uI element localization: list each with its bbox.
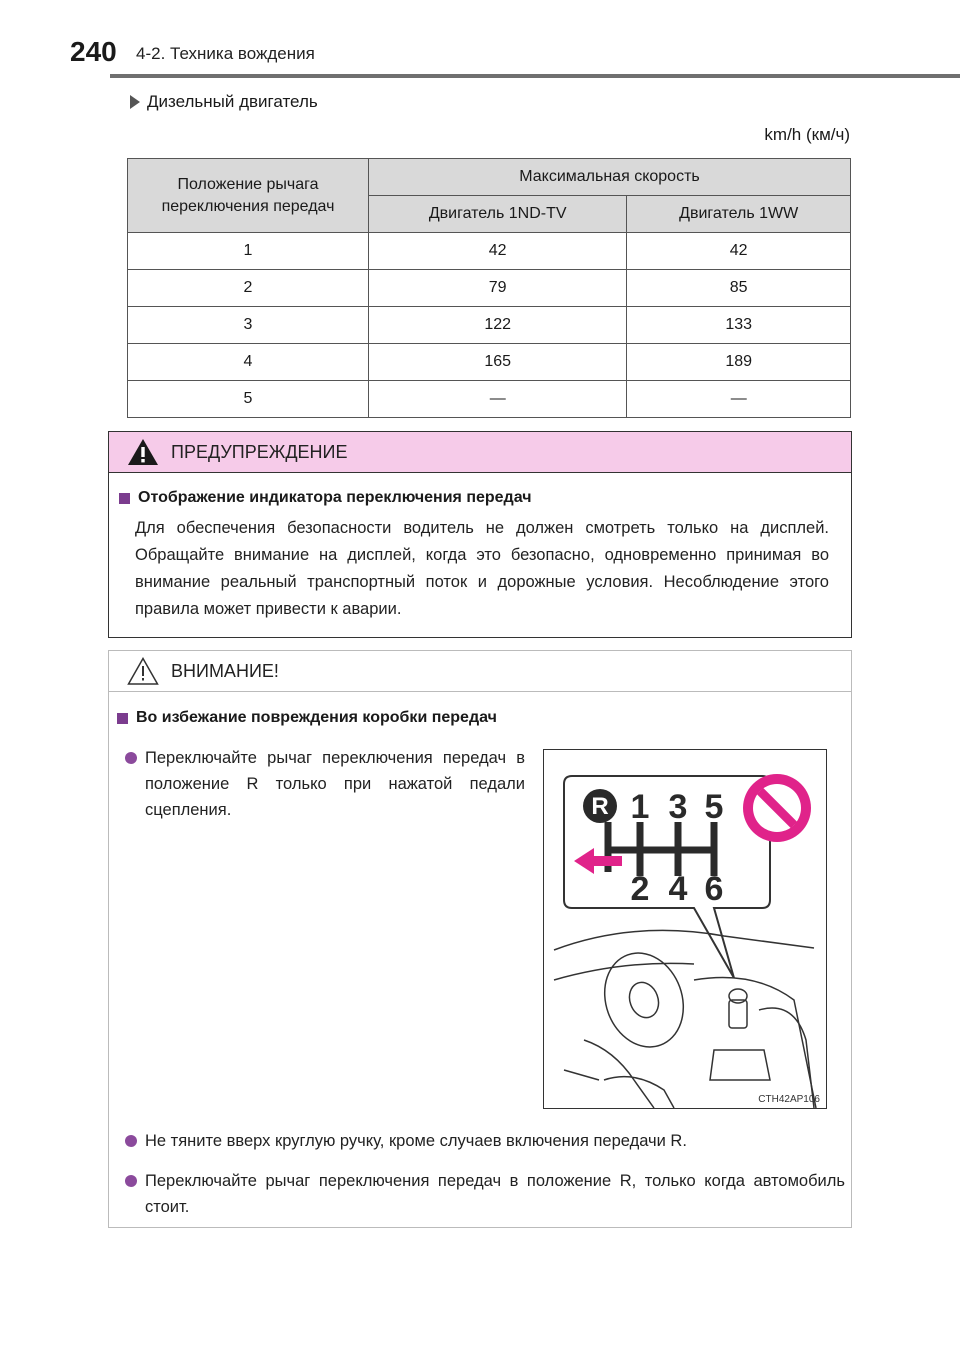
warning-subheading-text: Отображение индикатора переключения передач [138,489,532,506]
warning-header [109,432,851,473]
square-bullet-icon [117,713,128,724]
gear-shift-illustration [543,749,827,1109]
gear-label: 1 [630,788,650,826]
col-max-speed-header: Максимальная скорость [369,159,851,196]
table-cell: 4 [128,344,369,381]
gear-label: 2 [630,870,650,908]
table-cell: 133 [627,307,851,344]
warning-triangle-icon [127,438,159,466]
gear-label: R [591,793,609,820]
table-row [128,381,851,418]
table-cell: 79 [369,270,627,307]
page-number: 240 [70,36,117,67]
round-bullet-icon [125,752,137,764]
table-cell: — [627,381,851,418]
table-row [128,344,851,381]
square-bullet-icon [119,493,130,504]
triangle-bullet-icon [130,95,140,109]
table-cell: 122 [369,307,627,344]
caution-title: ВНИМАНИЕ! [171,660,279,681]
caution-box [108,650,852,1228]
illustration-code: CTH42AP106 [758,1094,820,1105]
section-title: 4-2. Техника вождения [136,44,315,63]
table-cell: — [369,381,627,418]
table-cell: 165 [369,344,627,381]
table-cell: 189 [627,344,851,381]
table-row [128,270,851,307]
units-label: km/h (км/ч) [764,125,850,144]
warning-subheading [119,489,851,507]
engine-title [130,92,318,112]
caution-subheading [117,709,497,727]
engine-title-text: Дизельный двигатель [147,92,318,111]
table-cell: 2 [128,270,369,307]
table-cell: 42 [369,233,627,270]
table-cell: 85 [627,270,851,307]
table-cell: 5 [128,381,369,418]
table-row [128,233,851,270]
col-engine-b-header: Двигатель 1WW [627,196,851,233]
table-cell: 42 [627,233,851,270]
caution-subheading-text: Во избежание повреждения коробки передач [136,709,497,726]
warning-text: Для обеспечения безопасности водитель не должен смотреть только на дисплей. Обращайте внимание на дисплей, когда это безопасно, одновременно принимая во внимание реальный транспортный поток и дорожные условия. Несоблюдение этого правила может привести к аварии. [135,519,829,618]
warning-box [108,431,852,638]
caution-bullet [125,1168,845,1220]
prohibition-icon [743,774,811,842]
gear-label: 4 [668,870,688,908]
col-engine-a-header: Двигатель 1ND-TV [369,196,627,233]
table-cell: 1 [128,233,369,270]
round-bullet-icon [125,1135,137,1147]
header-rule [110,74,960,78]
warning-title: ПРЕДУПРЕЖДЕНИЕ [171,441,348,462]
caution-bullet [125,745,525,823]
page-header [0,0,960,80]
gear-label: 3 [668,788,688,826]
caution-triangle-icon [127,657,159,685]
table-cell: 3 [128,307,369,344]
gear-shift-drawing [544,750,826,1108]
caution-bullet-text: Переключайте рычаг переключения передач в положение R только при нажатой педали сцепления. [145,749,525,819]
caution-bullet-text: Не тяните вверх круглую ручку, кроме случаев включения передачи R. [145,1132,687,1150]
caution-header [109,651,851,692]
caution-bullet [125,1128,845,1154]
col-gear-header: Положение рычага переключения передач [128,159,369,233]
table-row [128,307,851,344]
gear-label: 5 [704,788,724,826]
round-bullet-icon [125,1175,137,1187]
caution-bullet-text: Переключайте рычаг переключения передач в положение R, только когда автомобиль стоит. [145,1172,845,1216]
gear-label: 6 [704,870,724,908]
max-speed-table [127,158,851,418]
